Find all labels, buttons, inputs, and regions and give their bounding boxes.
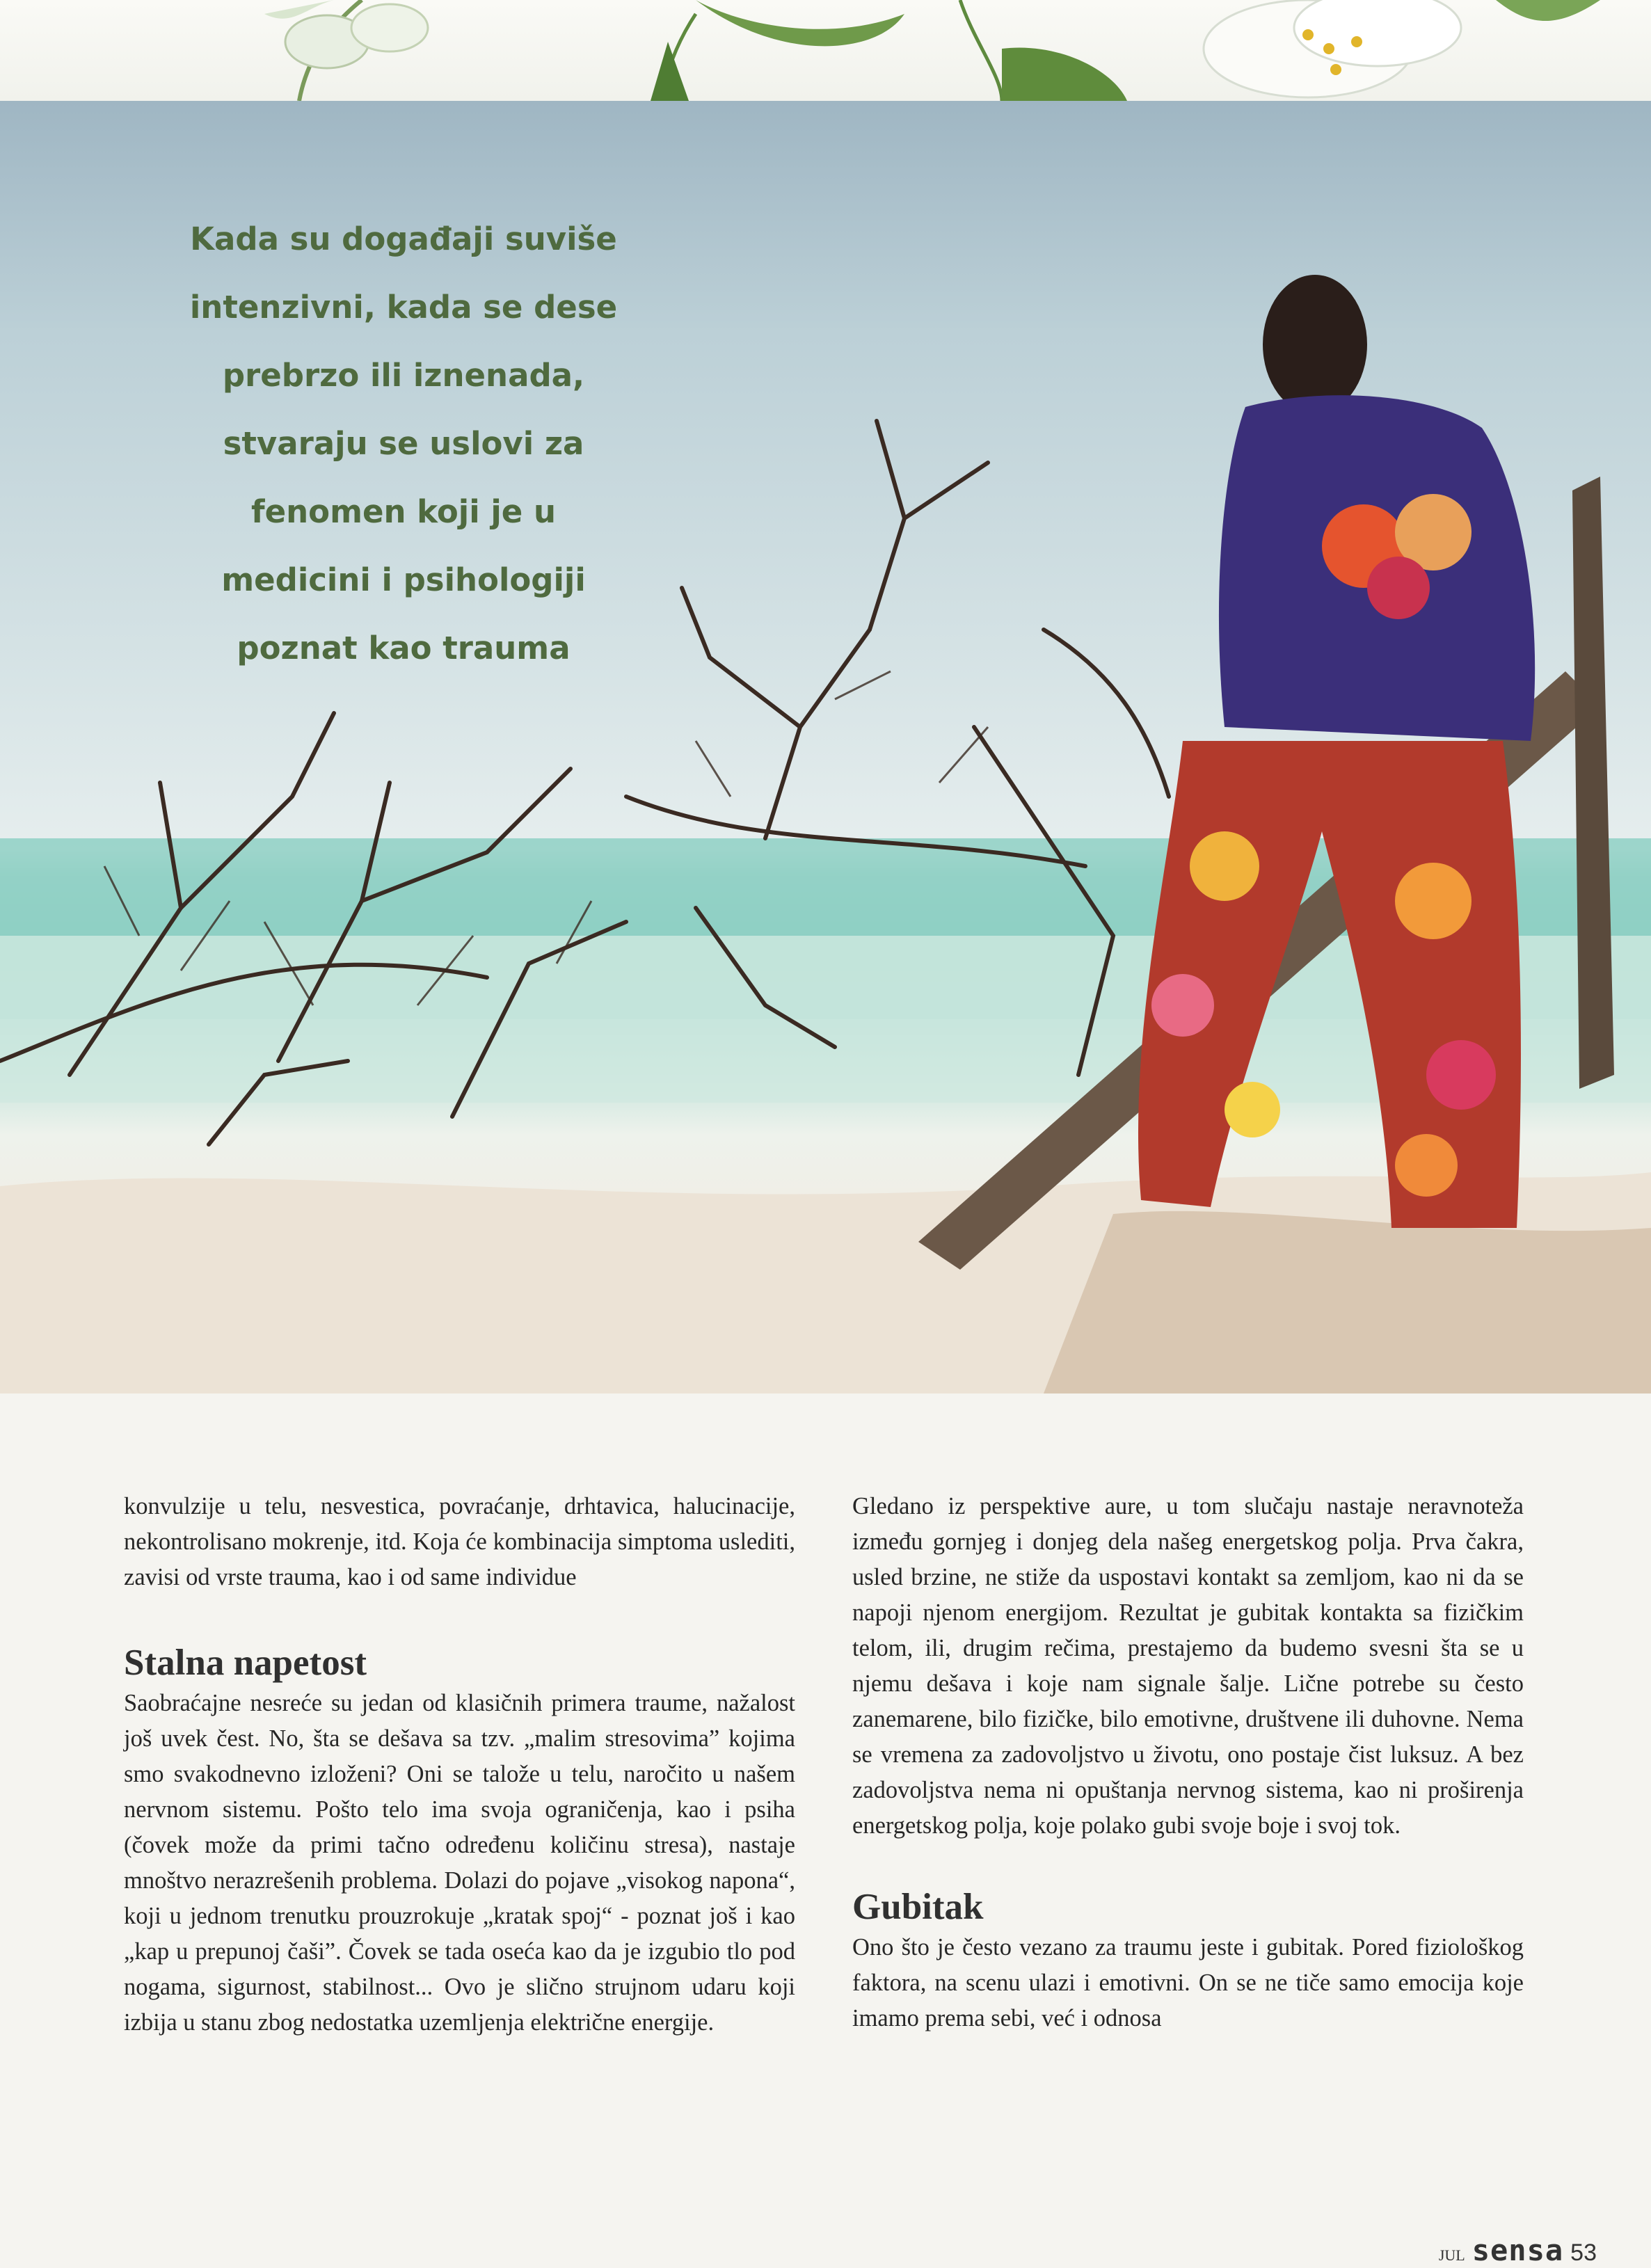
page-folio [1439, 2233, 1597, 2267]
section-heading-gubitak: Gubitak [852, 1887, 984, 1927]
section-heading-stalna-napetost: Stalna napetost [124, 1643, 367, 1683]
paragraph: Saobraćajne nesreće su jedan od klasičnih primera traume, nažalost još uvek čest. No, šta se dešava sa tzv. „malim stresovima” kojima smo svakodnevno izloženi? Oni se talože u telu, naročito u našem nervnom sistemu. Pošto telo ima svoja ograničenja, kao i psiha (čovek može da primi tačno određenu količinu stresa), nastaje mnoštvo nerazrešenih problema. Dolazi do pojave „visokog napona“, koji u jednom trenutku prouzrokuje „kratak spoj“ - poznat još i kao „kap u prepunoj čaši”. Čovek se tada oseća kao da je izgubio tlo pod nogama, sigurnost, stabilnost... Ovo je slično strujnom udaru koji izbija u stanu zbog nedostatka uzemljenja električne energije. [124, 1690, 795, 2036]
pull-quote-line: Kada su događaji suviše [190, 221, 617, 257]
pull-quote [160, 205, 647, 682]
pull-quote-line: stvaraju se uslovi za [223, 425, 584, 462]
pull-quote-line: fenomen koji je u [251, 493, 556, 530]
beach-photo [0, 101, 1651, 1393]
pull-quote-line: prebrzo ili iznenada, [222, 357, 585, 394]
pull-quote-line: poznat kao trauma [237, 630, 571, 666]
paragraph: Ono što je često vezano za traumu jeste i gubitak. Pored fiziološkog faktora, na scenu ulazi i emotivni. On se ne tiče samo emocija koje imamo prema sebi, već i odnosa [852, 1934, 1524, 2031]
paragraph: Gledano iz perspektive aure, u tom slučaju nastaje neravnoteža između gornjeg i donjeg dela našeg energetskog polja. Prva čakra, usled brzine, ne stiže da uspostavi kontakt sa zemljom, kao ni da se napoji njenom energijom. Rezultat je gubitak kontakta sa fizičkim telom, ili, drugim rečima, prestajemo da budemo svesni šta se u njemu dešava i koje nam signale šalje. Lične potrebe su često zanemarene, bilo fizičke, bilo emotivne, društvene ili duhovne. Nema se vremena za zadovoljstvo u životu, ono postaje čist luksuz. A bez zadovoljstva nema ni opuštanja nervnog sistema, kao ni proširenja energetskog polja, koje polako gubi svoje boje i svoj tok. [852, 1493, 1524, 1839]
article-column-left [124, 1489, 795, 2041]
magazine-logo: sensa [1471, 2233, 1564, 2267]
top-floral-decoration [0, 0, 1651, 101]
article-column-right [852, 1489, 1524, 2036]
floral-illustration [0, 0, 1651, 101]
issue-month: JUL [1438, 2246, 1465, 2264]
pull-quote-line: medicini i psihologiji [221, 561, 586, 598]
pull-quote-line: intenzivni, kada se dese [189, 289, 618, 326]
paragraph: konvulzije u telu, nesvestica, povraćanje, drhtavica, halucinacije, nekontrolisano mokrenje, itd. Koja će kombinacija simptoma uslediti, zavisi od vrste trauma, kao i od same individue [124, 1493, 795, 1590]
page-number: 53 [1570, 2239, 1597, 2266]
